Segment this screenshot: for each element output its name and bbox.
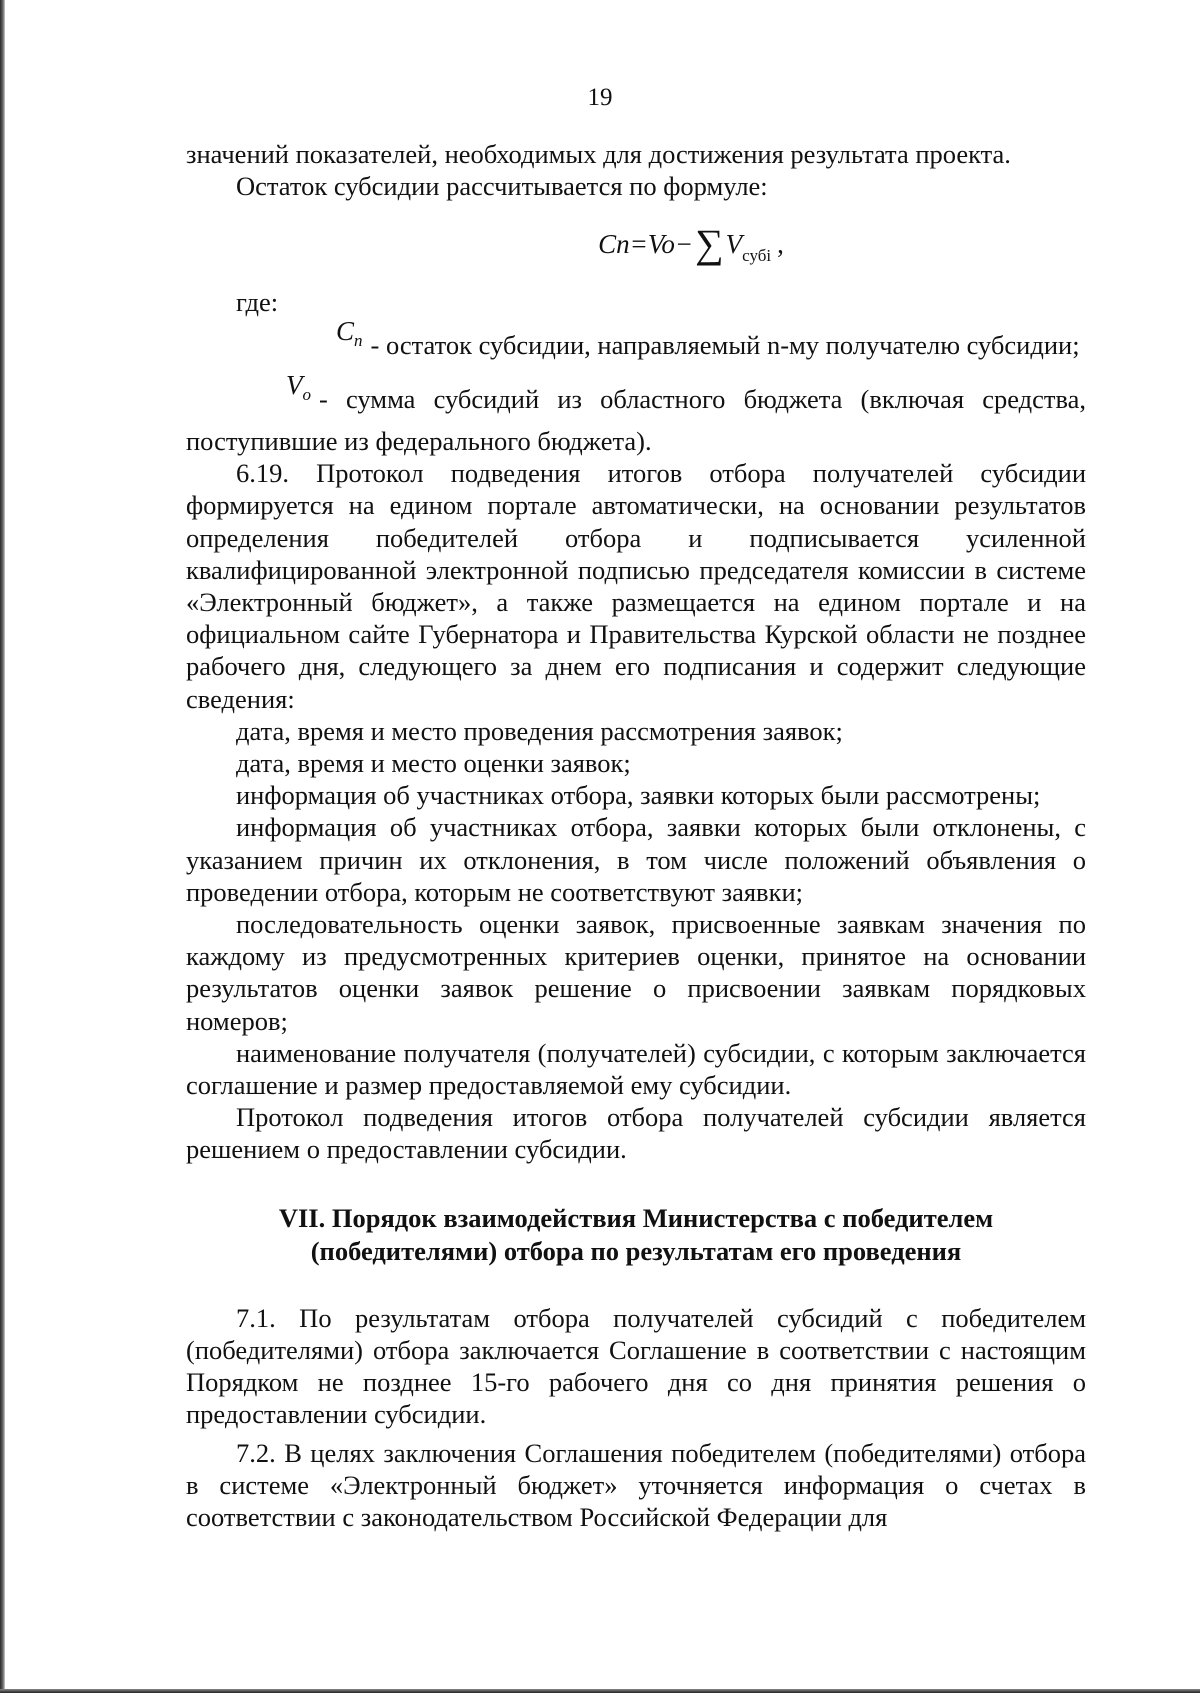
list-item: информация об участниках отбора, заявки которых были отклонены, с указанием причин их отклонения, в том числе положений объявления о проведении отбора, которым не соответствуют заявки; bbox=[186, 812, 1086, 907]
where-label: где: bbox=[236, 287, 279, 318]
paragraph-6-19: 6.19. Протокол подведения итогов отбора получателей субсидии формируется на едином портале автоматически, на основании результатов определения победителей отбора и подписывается усиленной квалифицированной электронной подписью председателя комиссии в системе «Электронный бюджет», а также размещается на едином портале и на официальном сайте Губернатора и Правительства Курской области не позднее рабочего дня, следующего за днем его подписания и содержит следующие сведения: bbox=[186, 458, 1086, 714]
definition-vo bbox=[186, 369, 1086, 457]
list-item: последовательность оценки заявок, присвоенные заявкам значения по каждому из предусмотренных критериев оценки, принятое на основании результатов оценки заявок решение о присвоении заявкам порядковых номеров; bbox=[186, 909, 1086, 1036]
definition-symbol: $C_n$ bbox=[336, 315, 363, 350]
formula-sigma: ∑ bbox=[695, 221, 724, 267]
intro-line: значений показателей, необходимых для достижения результата проекта. bbox=[186, 139, 1011, 169]
section-7-heading bbox=[186, 1202, 1086, 1268]
scan-edge-bottom bbox=[0, 1689, 1200, 1693]
formula-equals: = bbox=[629, 229, 648, 260]
formula-comma: , bbox=[777, 229, 784, 260]
page-number: 19 bbox=[587, 84, 613, 111]
list-item: информация об участниках отбора, заявки которых были рассмотрены; bbox=[236, 780, 1041, 811]
formula bbox=[186, 202, 1086, 286]
document-body bbox=[186, 138, 1086, 1533]
paragraph-7-2: 7.2. В целях заключения Соглашения победителем (победителями) отбора в системе «Электронный бюджет» уточняется информация о счетах в соответствии с законодательством Российской Федерации для bbox=[186, 1437, 1086, 1532]
formula-v0: Vo bbox=[647, 229, 675, 260]
section-7-heading-line-2: (победителями) отбора по результатам его проведения bbox=[310, 1235, 962, 1266]
paragraph-7-1: 7.1. По результатам отбора получателей субсидий с победителем (победителями) отбора заключается Соглашение в соответствии с настоящим Порядком не позднее 15-го рабочего дня со дня принятия решения о предоставлении субсидии. bbox=[186, 1302, 1086, 1430]
list-item: дата, время и место проведения рассмотрения заявок; bbox=[236, 715, 843, 746]
protocol-paragraph: Протокол подведения итогов отбора получателей субсидии является решением о предоставлении субсидии. bbox=[186, 1102, 1086, 1165]
formula-v: V bbox=[725, 229, 743, 260]
section-7-heading-line-1: VII. Порядок взаимодействия Министерства с победителем bbox=[278, 1202, 994, 1233]
list-item: дата, время и место оценки заявок; bbox=[236, 748, 631, 779]
scan-edge-left bbox=[0, 0, 5, 1693]
formula-lhs: Cn bbox=[598, 229, 630, 260]
definition-cn bbox=[186, 315, 1086, 371]
formula-subscript: субi bbox=[742, 246, 772, 266]
formula-minus: − bbox=[674, 229, 694, 260]
list-item: наименование получателя (получателей) субсидии, с которым заключается соглашение и размер предоставляемой ему субсидии. bbox=[186, 1037, 1086, 1101]
formula-intro: Остаток субсидии рассчитывается по формуле: bbox=[236, 171, 768, 202]
definition-symbol: $V_o$ bbox=[286, 369, 311, 404]
definition-text: - сумма субсидий из областного бюджета (включая средства, поступившие из федерального бюджета). bbox=[186, 383, 1086, 457]
definition-text: - остаток субсидии, направляемый n-му получателю субсидии; bbox=[370, 329, 1080, 360]
